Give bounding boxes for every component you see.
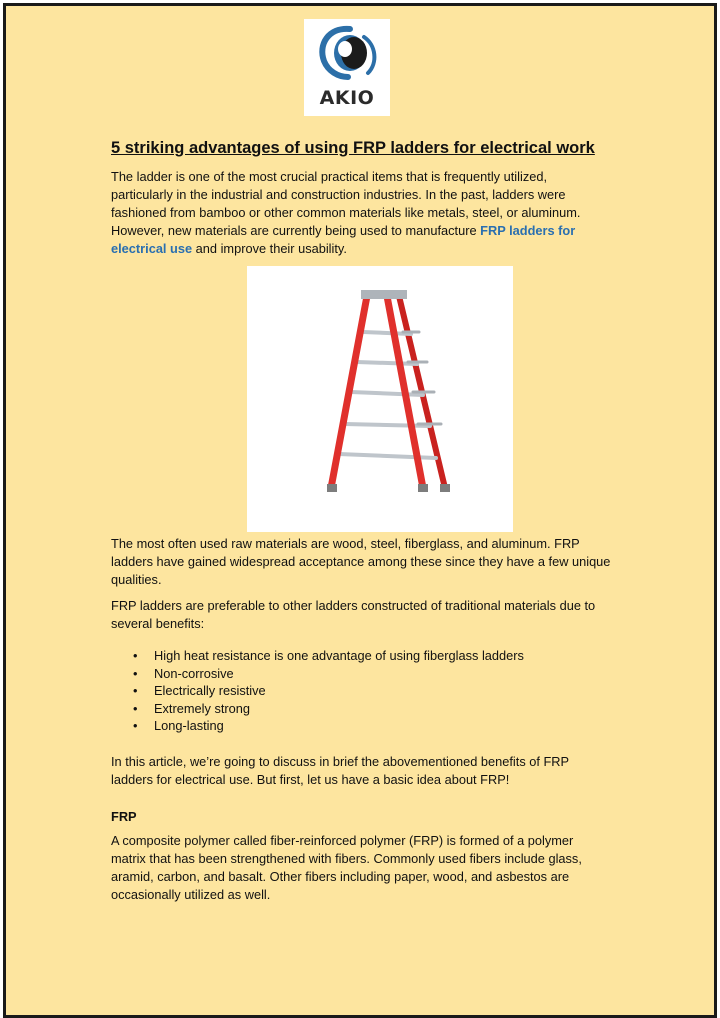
intro-paragraph bbox=[111, 168, 611, 258]
list-item: • Non-corrosive bbox=[111, 665, 524, 683]
list-item: • High heat resistance is one advantage of using fiberglass ladders bbox=[111, 647, 524, 665]
ladder-illustration bbox=[247, 266, 513, 532]
benefits-intro-paragraph: FRP ladders are preferable to other ladders constructed of traditional materials due to several benefits: bbox=[111, 598, 596, 631]
materials-paragraph: The most often used raw materials are wood, steel, fiberglass, and aluminum. FRP ladders have gained widespread acceptance among these since they have a few unique qualities. bbox=[111, 536, 611, 587]
frp-ladders-link[interactable]: FRP ladders for electrical use bbox=[111, 223, 576, 256]
akio-logo bbox=[304, 19, 390, 116]
document-page bbox=[3, 3, 717, 1018]
intro-text: The ladder is one of the most crucial practical items that is frequently utilized, particularly in the industrial and construction industries. In the past, ladders were fashioned from bamboo or other common materials like metals, steel, or aluminum. However, new materials are currently being used to manufacture bbox=[111, 169, 581, 238]
intro-tail: and improve their usability. bbox=[192, 241, 347, 256]
frp-definition-paragraph: A composite polymer called fiber-reinforced polymer (FRP) is formed of a polymer matrix that has been strengthened with fibers. Commonly used fibers include glass, aramid, carbon, and basalt. Other fibers including paper, wood, and asbestos are occasionally utilized as well. bbox=[111, 833, 582, 902]
list-item: • Extremely strong bbox=[111, 700, 524, 718]
benefits-list bbox=[111, 647, 524, 735]
logo-text: AKIO bbox=[319, 87, 375, 109]
article-overview-paragraph: In this article, we’re going to discuss in brief the abovementioned benefits of FRP ladders for electrical use. But first, let us have a basic idea about FRP! bbox=[111, 754, 569, 787]
ladder-image bbox=[247, 266, 513, 532]
frp-subheading: FRP bbox=[111, 809, 137, 824]
list-item: • Long-lasting bbox=[111, 717, 524, 735]
article-title: 5 striking advantages of using FRP ladders for electrical work bbox=[111, 139, 595, 157]
list-item: • Electrically resistive bbox=[111, 682, 524, 700]
